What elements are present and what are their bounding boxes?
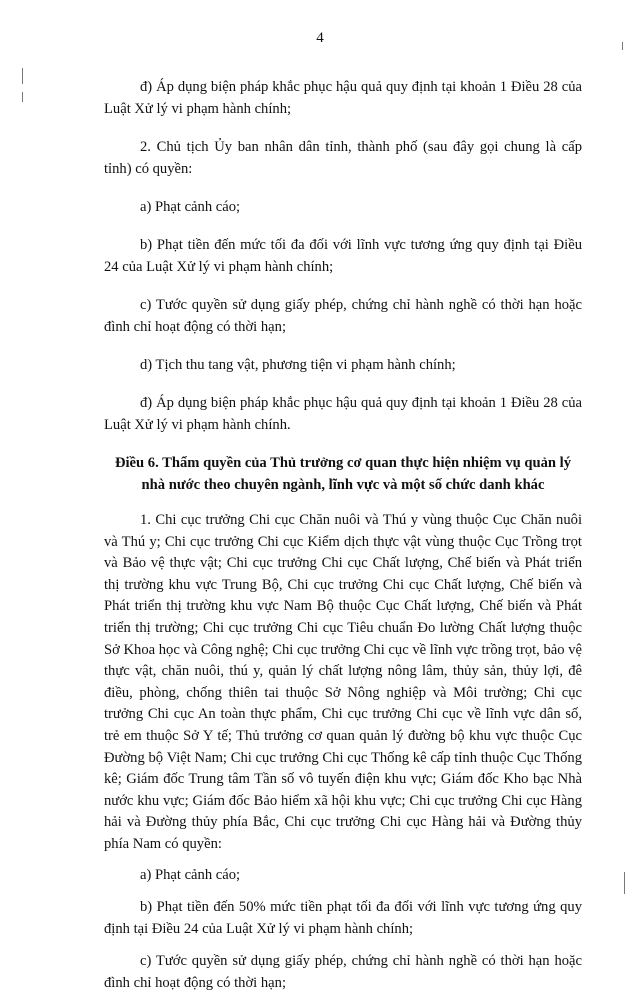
document-body: [104, 76, 582, 1004]
scan-mark-right: [622, 42, 623, 50]
paragraph-b-fine-50: b) Phạt tiền đến 50% mức tiền phạt tối đa đối với lĩnh vực tương ứng quy định tại Điều 24 của Luật Xử lý vi phạm hành chính;: [104, 898, 582, 937]
scan-mark-left-2: [22, 92, 23, 102]
paragraph-a-warning-2: a) Phạt cảnh cáo;: [140, 866, 241, 883]
paragraph-b-fine: b) Phạt tiền đến mức tối đa đối với lĩnh vực tương ứng quy định tại Điều 24 của Luật Xử lý vi phạm hành chính;: [104, 237, 582, 275]
paragraph-c-revoke-2: c) Tước quyền sử dụng giấy phép, chứng chỉ hành nghề có thời hạn hoặc đình chỉ hoạt động có thời hạn;: [104, 952, 582, 991]
paragraph-dd-remedial: đ) Áp dụng biện pháp khắc phục hậu quả quy định tại khoản 1 Điều 28 của Luật Xử lý vi phạm hành chính.: [104, 395, 582, 433]
paragraph-d-confiscate: d) Tịch thu tang vật, phương tiện vi phạm hành chính;: [140, 357, 456, 373]
paragraph-a-warning: a) Phạt cảnh cáo;: [140, 199, 241, 215]
article-6-heading: Điều 6. Thẩm quyền của Thủ trưởng cơ quan thực hiện nhiệm vụ quản lý nhà nước theo chuyên ngành, lĩnh vực và một số chức danh khác: [114, 455, 572, 493]
article-6-clause-1: 1. Chi cục trưởng Chi cục Chăn nuôi và Thú y vùng thuộc Cục Chăn nuôi và Thú y; Chi cục trưởng Chi cục Kiểm dịch thực vật vùng thuộc Cục Trồng trọt và Bảo vệ thực vật; Chi cục trưởng Chi cục Chất lượng, Chế biến và Phát triển thị trường khu vực Trung Bộ, Chi cục trưởng Chi cục Chất lượng, Chế biến và Phát triển thị trường khu vực Nam Bộ thuộc Cục Chất lượng, Chế biến và Phát triển thị trường; Chi cục trưởng Chi cục Tiêu chuẩn Đo lường Chất lượng thuộc Sở Khoa học và Công nghệ; Chi cục trưởng Chi cục về lĩnh vực trồng trọt, bảo vệ thực vật, chăn nuôi, thú y, quản lý chất lượng nông lâm, thủy sản, thủy lợi, đê điều, phòng, chống thiên tai thuộc Sở Nông nghiệp và Môi trường; Chi cục trưởng Chi cục An toàn thực phẩm, Chi cục trưởng Chi cục về lĩnh vực dân số, trẻ em thuộc Sở Y tế; Thủ trưởng cơ quan quản lý đường bộ khu vực thuộc Cục Đường bộ Việt Nam; Chi cục trưởng Chi cục Thống kê cấp tỉnh thuộc Cục Thống kê; Giám đốc Trung tâm Tần số vô tuyến điện khu vực; Giám đốc Kho bạc Nhà nước khu vực; Giám đốc Bảo hiểm xã hội khu vực; Chi cục trưởng Chi cục Hàng hải và Đường thủy phía Bắc, Chi cục trưởng Chi cục Hàng hải và Đường thủy phía Nam có quyền:: [104, 512, 582, 852]
paragraph-d-remedial: đ) Áp dụng biện pháp khắc phục hậu quả quy định tại khoản 1 Điều 28 của Luật Xử lý vi phạm hành chính;: [104, 79, 582, 117]
page-number: 4: [316, 30, 324, 46]
scan-mark-right-bottom: [624, 872, 625, 894]
scan-mark-left: [22, 68, 23, 84]
paragraph-clause-2: 2. Chủ tịch Ủy ban nhân dân tỉnh, thành phố (sau đây gọi chung là cấp tỉnh) có quyền:: [104, 139, 582, 177]
paragraph-c-revoke: c) Tước quyền sử dụng giấy phép, chứng chỉ hành nghề có thời hạn hoặc đình chỉ hoạt động có thời hạn;: [104, 297, 582, 335]
